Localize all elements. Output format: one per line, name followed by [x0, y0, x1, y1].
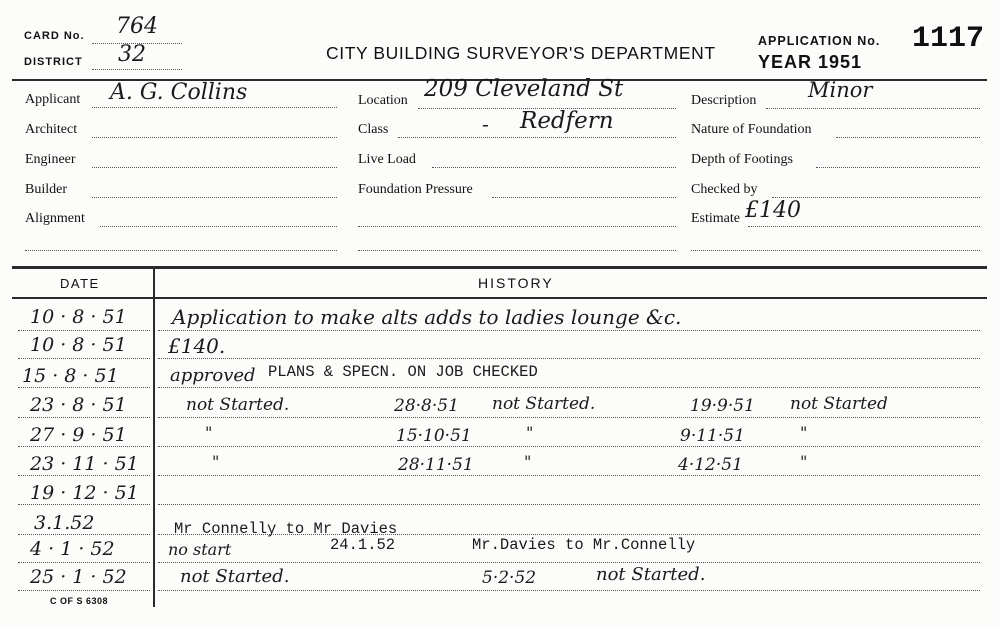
row-rule: [18, 562, 150, 563]
right-blank-line: [691, 250, 980, 251]
col2-date: 28·8·51: [394, 396, 459, 416]
row-date: 23 · 8 · 51: [30, 394, 127, 416]
row-date: 19 · 12 · 51: [30, 482, 139, 504]
application-label: APPLICATION No.: [758, 34, 881, 48]
row-rule: [18, 358, 150, 359]
middle-blank-line: [358, 226, 676, 227]
nature-line: [836, 137, 980, 138]
table-top-rule: [12, 266, 987, 269]
col2-date: 15·10·51: [396, 426, 472, 446]
row-rule: [18, 446, 150, 447]
architect-label: Architect: [25, 122, 78, 137]
row-rule: [18, 387, 150, 388]
middle-blank-line-2: [358, 250, 676, 251]
location-label: Location: [358, 93, 408, 108]
location-value-1: 209 Cleveland St: [424, 76, 624, 102]
col3-note: ": [800, 423, 808, 442]
row-rule: [18, 330, 150, 331]
alignment-label: Alignment: [25, 211, 85, 226]
history-entry: not Started.: [186, 395, 290, 415]
row-rule: [158, 590, 980, 591]
row-date: 23 · 11 · 51: [30, 453, 139, 475]
alignment-line-2: [25, 250, 337, 251]
nature-label: Nature of Foundation: [691, 122, 812, 137]
row-date: 27 · 9 · 51: [30, 424, 127, 446]
last-date-2: 5·2·52: [482, 568, 537, 588]
foundation-pressure-line: [492, 197, 676, 198]
col3-date: 4·12·51: [678, 455, 743, 475]
applicant-value: A. G. Collins: [110, 80, 248, 105]
alignment-line: [100, 226, 337, 227]
row-rule: [158, 387, 980, 388]
row-rule: [18, 504, 150, 505]
location-value-2: Redfern: [520, 108, 614, 134]
typed-transfer-date: 24.1.52: [330, 536, 396, 554]
col3-date: 19·9·51: [690, 396, 755, 416]
last-note-2: not Started.: [596, 564, 706, 585]
architect-line: [92, 137, 337, 138]
live-load-label: Live Load: [358, 152, 416, 167]
engineer-label: Engineer: [25, 152, 76, 167]
col2-note: ": [524, 452, 532, 471]
col3-date: 9·11·51: [680, 426, 745, 446]
description-label: Description: [691, 93, 757, 108]
col3-note: not Started: [790, 394, 888, 414]
table-header-rule: [12, 297, 987, 299]
application-number: 1117: [912, 22, 985, 56]
card-no-label: CARD No.: [24, 30, 85, 42]
depth-label: Depth of Footings: [691, 152, 793, 167]
row-rule: [158, 330, 980, 331]
row-date: 25 · 1 · 52: [30, 566, 127, 588]
applicant-label: Applicant: [25, 92, 81, 107]
card-no-value: 764: [116, 14, 158, 39]
row-rule: [18, 534, 150, 535]
estimate-label: Estimate: [691, 211, 740, 226]
checked-label: Checked by: [691, 182, 758, 197]
row-date: 10 · 8 · 51: [30, 306, 127, 328]
estimate-line: [748, 226, 980, 227]
row-rule: [158, 504, 980, 505]
typed-plans-checked: PLANS & SPECN. ON JOB CHECKED: [268, 363, 538, 381]
year-label: YEAR 1951: [758, 52, 863, 72]
class-line: [398, 137, 676, 138]
row-rule: [158, 475, 980, 476]
typed-transfer-2: Mr.Davies to Mr.Connelly: [472, 536, 696, 554]
district-value: 32: [118, 42, 146, 67]
district-line: [92, 69, 182, 70]
col3-note: ": [800, 452, 808, 471]
row-rule: [158, 446, 980, 447]
row-date: 3.1.52: [34, 512, 95, 534]
class-label: Class: [358, 122, 389, 137]
row-rule: [18, 590, 150, 591]
row-date: 15 · 8 · 51: [22, 365, 119, 387]
description-value: Minor: [808, 78, 873, 102]
form-code: C OF S 6308: [50, 596, 109, 606]
foundation-pressure-label: Foundation Pressure: [358, 182, 473, 197]
checked-line: [772, 197, 980, 198]
history-entry: £140.: [168, 334, 226, 358]
history-entry: Application to make alts adds to ladies lounge &c.: [172, 305, 682, 329]
row-rule: [158, 417, 980, 418]
row-rule: [158, 562, 980, 563]
ditto-mark: ": [205, 423, 213, 442]
history-header: HISTORY: [478, 275, 554, 291]
department-title: CITY BUILDING SURVEYOR'S DEPARTMENT: [326, 43, 716, 63]
live-load-line: [432, 167, 676, 168]
row-rule: [18, 417, 150, 418]
description-line: [766, 108, 980, 109]
row-rule: [158, 358, 980, 359]
history-entry: no start: [168, 540, 232, 559]
typed-transfer-1: Mr Connelly to Mr Davies: [174, 520, 398, 538]
row-rule: [18, 475, 150, 476]
builder-line: [92, 197, 337, 198]
class-value: -: [482, 112, 489, 136]
row-date: 10 · 8 · 51: [30, 334, 127, 356]
district-label: DISTRICT: [24, 56, 83, 68]
col2-date: 28·11·51: [398, 455, 474, 475]
depth-line: [816, 167, 980, 168]
ditto-mark: ": [212, 452, 220, 471]
date-header: DATE: [60, 276, 100, 291]
col2-note: not Started.: [492, 394, 596, 414]
builder-label: Builder: [25, 182, 67, 197]
date-column-divider: [153, 267, 155, 607]
history-entry: approved: [170, 365, 256, 386]
col2-note: ": [526, 423, 534, 442]
engineer-line: [92, 167, 337, 168]
row-date: 4 · 1 · 52: [30, 538, 115, 560]
estimate-value: £140: [745, 198, 801, 223]
history-entry: not Started.: [180, 566, 290, 587]
applicant-line: [92, 107, 337, 108]
